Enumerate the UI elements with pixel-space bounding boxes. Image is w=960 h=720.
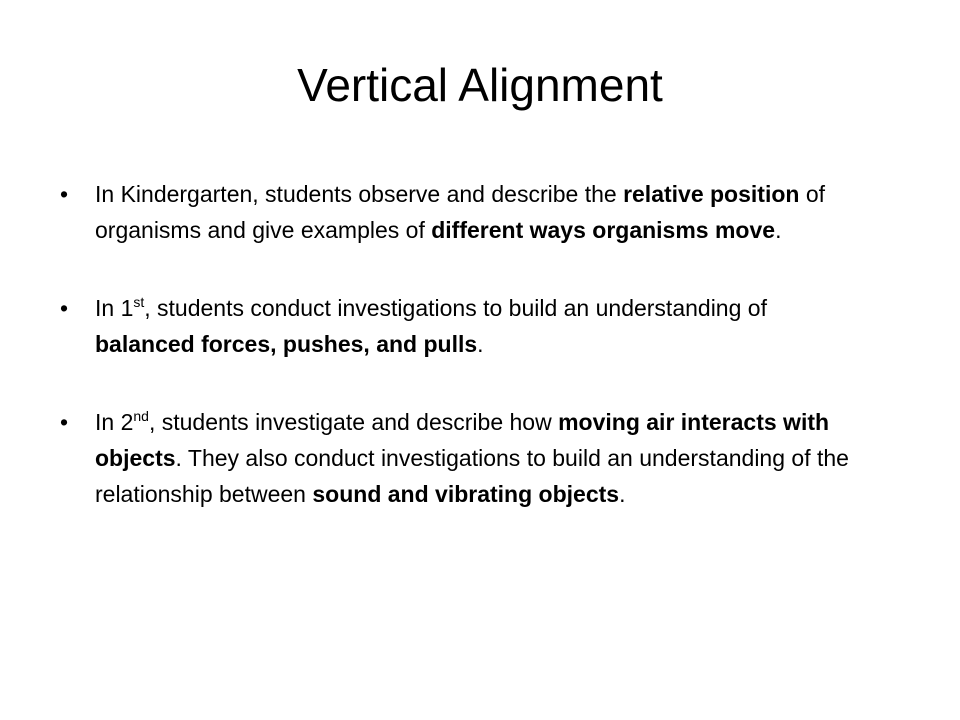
bullet-dot: • [60,409,69,435]
bold-term: sound and vibrating objects [312,481,620,507]
bullet-text: , students investigate and describe how [148,409,559,435]
bold-term: balanced forces, pushes, and pulls [95,331,478,357]
bullet-list [60,176,860,512]
bullet-text: . [775,217,782,243]
bold-term: moving air interacts with objects [95,409,830,471]
bullet-second-grade [60,404,860,512]
bullet-text: In Kindergarten, students observe and describe the [95,181,624,207]
slide-title: Vertical Alignment [297,59,663,111]
bullet-text: of organisms and give examples of [95,181,826,243]
bullet-text: . [619,481,626,507]
ordinal-suffix: st [133,294,145,310]
bullet-text: In 2 [95,409,134,435]
bullet-text: In 1 [95,295,134,321]
bullet-dot: • [60,181,69,207]
bullet-first-grade [60,290,860,362]
bold-term: relative position [623,181,800,207]
bullet-text: . [477,331,484,357]
bold-term: different ways organisms move [431,217,776,243]
bullet-dot: • [60,295,69,321]
ordinal-suffix: nd [133,408,149,424]
bullet-text: , students conduct investigations to build an understanding of [144,295,767,321]
bullet-kindergarten [60,176,860,248]
bullet-text: . They also conduct investigations to build an understanding of the relationship between [95,445,849,507]
